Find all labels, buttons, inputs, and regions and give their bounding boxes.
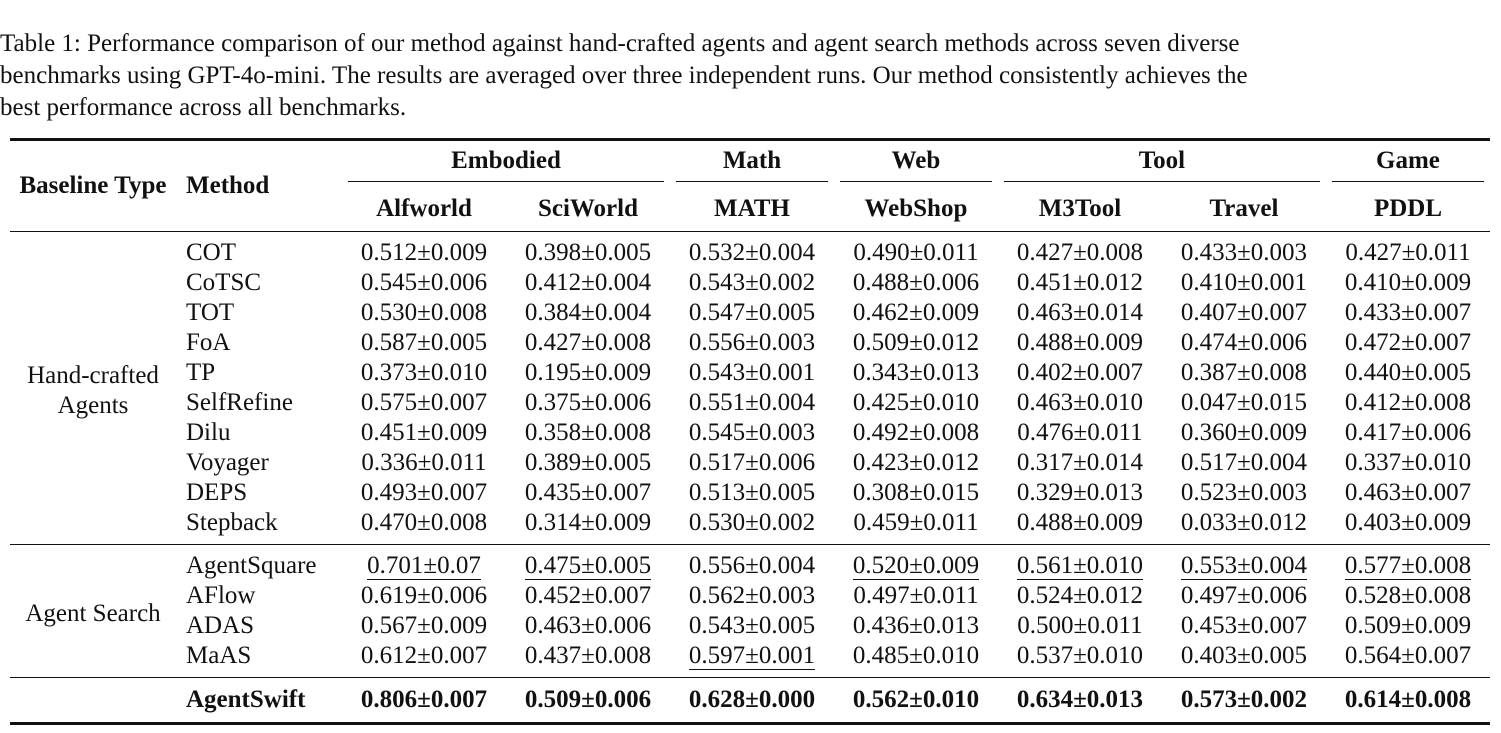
score-cell (834, 611, 998, 641)
header-group-math (670, 140, 834, 188)
score-cell: 0.451±0.012 (1016, 269, 1144, 296)
group-embodied-label: Embodied (348, 147, 664, 182)
score-cell: 0.033±0.012 (1180, 509, 1308, 536)
score-cell: 0.398±0.005 (524, 239, 652, 266)
method-name: ADAS (186, 612, 255, 639)
score-cell: 0.308±0.015 (852, 479, 980, 506)
baseline-type-hand-crafted (10, 232, 176, 545)
col-alfworld: Alfworld (376, 195, 472, 222)
col-pddl: PDDL (1373, 195, 1442, 222)
method-name: AFlow (186, 582, 256, 609)
table-row (10, 298, 1490, 328)
method-name: Dilu (186, 419, 231, 446)
score-cell: 0.470±0.008 (360, 509, 488, 536)
method-name: TP (186, 359, 216, 386)
second-best-score: 0.577±0.008 (1344, 552, 1472, 579)
header-method: Method (186, 172, 270, 199)
score-cell: 0.556±0.003 (688, 329, 816, 356)
second-best-score: 0.553±0.004 (1180, 552, 1308, 579)
score-cell: 0.463±0.014 (1016, 299, 1144, 326)
header-row-groups (10, 140, 1490, 188)
score-cell: 0.360±0.009 (1180, 419, 1308, 446)
score-cell (998, 581, 1162, 611)
score-cell: 0.451±0.009 (360, 419, 488, 446)
score-cell (342, 581, 506, 611)
score-cell: 0.463±0.010 (1016, 389, 1144, 416)
baseline-label-line-2: Agents (57, 392, 129, 419)
table-row (10, 232, 1490, 269)
score-cell (834, 641, 998, 678)
second-best-score: 0.561±0.010 (1016, 552, 1144, 579)
score-cell (342, 611, 506, 641)
col-m3tool: M3Tool (1038, 195, 1122, 222)
table-row (10, 448, 1490, 478)
score-cell (670, 641, 834, 678)
score-value: 0.528±0.008 (1344, 582, 1472, 609)
score-cell: 0.317±0.014 (1016, 449, 1144, 476)
score-value: 0.619±0.006 (360, 582, 488, 609)
score-cell: 0.389±0.005 (524, 449, 652, 476)
second-best-score: 0.597±0.001 (688, 642, 816, 669)
best-score-cell: 0.509±0.006 (524, 686, 652, 713)
score-cell: 0.417±0.006 (1344, 419, 1472, 446)
score-cell (670, 611, 834, 641)
score-value: 0.567±0.009 (360, 612, 488, 639)
score-cell: 0.463±0.007 (1344, 479, 1472, 506)
best-score-cell: 0.806±0.007 (360, 686, 488, 713)
table-row (10, 545, 1490, 582)
score-cell: 0.545±0.006 (360, 269, 488, 296)
col-travel: Travel (1209, 195, 1279, 222)
best-score-cell: 0.614±0.008 (1344, 686, 1472, 713)
score-cell: 0.412±0.008 (1344, 389, 1472, 416)
score-cell: 0.373±0.010 (360, 359, 488, 386)
score-cell (670, 581, 834, 611)
header-group-web (834, 140, 998, 188)
score-cell: 0.476±0.011 (1017, 419, 1143, 446)
method-name-ours: AgentSwift (186, 686, 306, 713)
score-cell: 0.402±0.007 (1016, 359, 1144, 386)
score-cell: 0.513±0.005 (688, 479, 816, 506)
second-best-score: 0.520±0.009 (852, 552, 980, 579)
hand-crafted-section (10, 232, 1490, 545)
score-value: 0.463±0.006 (524, 612, 652, 639)
score-cell: 0.337±0.010 (1344, 449, 1472, 476)
score-cell (1162, 641, 1326, 678)
table-row-ours (10, 678, 1490, 724)
score-cell (1326, 611, 1490, 641)
score-cell (998, 611, 1162, 641)
score-value: 0.436±0.013 (852, 612, 980, 639)
method-name: Voyager (186, 449, 269, 476)
score-cell: 0.427±0.008 (524, 329, 652, 356)
score-cell: 0.440±0.005 (1344, 359, 1472, 386)
score-cell: 0.384±0.004 (524, 299, 652, 326)
score-cell: 0.490±0.011 (853, 239, 979, 266)
score-cell: 0.433±0.007 (1344, 299, 1472, 326)
method-name: AgentSquare (186, 552, 317, 579)
score-cell: 0.523±0.003 (1180, 479, 1308, 506)
results-table (10, 138, 1490, 725)
table-row (10, 418, 1490, 448)
score-cell (506, 611, 670, 641)
best-score-cell: 0.562±0.010 (852, 686, 980, 713)
score-cell: 0.423±0.012 (852, 449, 980, 476)
score-cell (998, 545, 1162, 582)
method-name: TOT (186, 299, 235, 326)
score-cell: 0.512±0.009 (360, 239, 488, 266)
second-best-score: 0.701±0.07 (367, 552, 481, 579)
score-value: 0.485±0.010 (852, 642, 980, 669)
score-cell: 0.543±0.001 (688, 359, 816, 386)
baseline-type-empty (10, 678, 176, 724)
score-cell (834, 545, 998, 582)
score-cell: 0.474±0.006 (1180, 329, 1308, 356)
baseline-type-agent-search: Agent Search (25, 600, 161, 627)
score-cell: 0.358±0.008 (524, 419, 652, 446)
col-math: MATH (714, 195, 790, 222)
method-name: FoA (186, 329, 231, 356)
score-cell (506, 545, 670, 582)
score-cell: 0.427±0.008 (1016, 239, 1144, 266)
score-value: 0.537±0.010 (1016, 642, 1144, 669)
method-name: DEPS (186, 479, 248, 506)
score-cell (1162, 611, 1326, 641)
score-cell: 0.517±0.006 (688, 449, 816, 476)
ours-section (10, 678, 1490, 724)
score-value: 0.452±0.007 (524, 582, 652, 609)
header-group-tool (998, 140, 1326, 188)
score-cell: 0.329±0.013 (1016, 479, 1144, 506)
score-cell: 0.517±0.004 (1180, 449, 1308, 476)
table-row (10, 581, 1490, 611)
score-cell: 0.435±0.007 (524, 479, 652, 506)
col-sciworld: SciWorld (537, 195, 638, 222)
header-baseline-type: Baseline Type (19, 172, 167, 199)
score-cell: 0.410±0.001 (1180, 269, 1308, 296)
score-value: 0.403±0.005 (1180, 642, 1308, 669)
score-value: 0.524±0.012 (1016, 582, 1144, 609)
group-web-label: Web (840, 147, 992, 182)
score-cell: 0.551±0.004 (688, 389, 816, 416)
score-value: 0.556±0.004 (688, 552, 816, 579)
table-row (10, 328, 1490, 358)
score-value: 0.543±0.005 (688, 612, 816, 639)
score-cell (1326, 581, 1490, 611)
method-name: COT (186, 239, 236, 266)
score-cell: 0.387±0.008 (1180, 359, 1308, 386)
second-best-score: 0.475±0.005 (524, 552, 652, 579)
score-cell: 0.530±0.008 (360, 299, 488, 326)
caption-line-1: Table 1: Performance comparison of our method against hand-crafted agents and agent search methods across seven diverse (0, 30, 1240, 57)
header-group-embodied (342, 140, 670, 188)
score-cell (1162, 581, 1326, 611)
score-value: 0.612±0.007 (360, 642, 488, 669)
table-row (10, 611, 1490, 641)
score-value: 0.562±0.003 (688, 582, 816, 609)
score-cell (1162, 545, 1326, 582)
score-value: 0.509±0.009 (1344, 612, 1472, 639)
group-math-label: Math (676, 147, 828, 182)
score-cell: 0.472±0.007 (1344, 329, 1472, 356)
method-name: SelfRefine (186, 389, 293, 416)
table-row (10, 268, 1490, 298)
score-cell: 0.547±0.005 (688, 299, 816, 326)
score-cell (834, 581, 998, 611)
score-cell (342, 545, 506, 582)
table-row (10, 478, 1490, 508)
score-cell (1326, 641, 1490, 678)
table-caption (0, 28, 1501, 124)
score-value: 0.453±0.007 (1180, 612, 1308, 639)
score-cell: 0.375±0.006 (524, 389, 652, 416)
score-value: 0.497±0.006 (1180, 582, 1308, 609)
table-row (10, 358, 1490, 388)
table-row (10, 641, 1490, 678)
caption-line-2: benchmarks using GPT-4o-mini. The results are averaged over three independent runs. Our method consistently achieves the (0, 62, 1248, 89)
score-cell: 0.403±0.009 (1344, 509, 1472, 536)
table-row (10, 508, 1490, 545)
score-cell: 0.412±0.004 (524, 269, 652, 296)
score-cell: 0.314±0.009 (524, 509, 652, 536)
score-value: 0.497±0.011 (853, 582, 979, 609)
score-cell: 0.410±0.009 (1344, 269, 1472, 296)
header-group-game (1326, 140, 1490, 188)
group-game-label: Game (1332, 147, 1484, 182)
score-cell: 0.587±0.005 (360, 329, 488, 356)
score-cell: 0.488±0.009 (1016, 509, 1144, 536)
score-cell (506, 581, 670, 611)
score-cell: 0.336±0.011 (361, 449, 487, 476)
method-name: Stepback (186, 509, 278, 536)
table-row (10, 388, 1490, 418)
score-cell: 0.488±0.009 (1016, 329, 1144, 356)
score-value: 0.564±0.007 (1344, 642, 1472, 669)
score-cell: 0.433±0.003 (1180, 239, 1308, 266)
best-score-cell: 0.628±0.000 (688, 686, 816, 713)
score-cell (1326, 545, 1490, 582)
score-cell (998, 641, 1162, 678)
caption-line-3: best performance across all benchmarks. (0, 94, 407, 121)
agent-search-section (10, 545, 1490, 678)
score-cell: 0.509±0.012 (852, 329, 980, 356)
score-cell (506, 641, 670, 678)
score-cell (342, 641, 506, 678)
score-cell: 0.492±0.008 (852, 419, 980, 446)
score-cell: 0.425±0.010 (852, 389, 980, 416)
score-cell: 0.530±0.002 (688, 509, 816, 536)
group-tool-label: Tool (1004, 147, 1320, 182)
method-name: MaAS (186, 642, 252, 669)
score-cell: 0.462±0.009 (852, 299, 980, 326)
score-cell: 0.532±0.004 (688, 239, 816, 266)
score-cell: 0.427±0.011 (1345, 239, 1471, 266)
col-webshop: WebShop (864, 195, 968, 222)
method-name: CoTSC (186, 269, 262, 296)
baseline-label-line-1: Hand-crafted (27, 362, 159, 389)
score-cell: 0.543±0.002 (688, 269, 816, 296)
best-score-cell: 0.573±0.002 (1180, 686, 1308, 713)
score-cell: 0.459±0.011 (853, 509, 979, 536)
score-value: 0.437±0.008 (524, 642, 652, 669)
score-cell: 0.488±0.006 (852, 269, 980, 296)
score-cell: 0.407±0.007 (1180, 299, 1308, 326)
score-cell: 0.545±0.003 (688, 419, 816, 446)
score-cell: 0.575±0.007 (360, 389, 488, 416)
score-cell: 0.195±0.009 (524, 359, 652, 386)
score-value: 0.500±0.011 (1017, 612, 1143, 639)
score-cell: 0.343±0.013 (852, 359, 980, 386)
score-cell: 0.493±0.007 (360, 479, 488, 506)
score-cell: 0.047±0.015 (1180, 389, 1308, 416)
score-cell (670, 545, 834, 582)
best-score-cell: 0.634±0.013 (1016, 686, 1144, 713)
